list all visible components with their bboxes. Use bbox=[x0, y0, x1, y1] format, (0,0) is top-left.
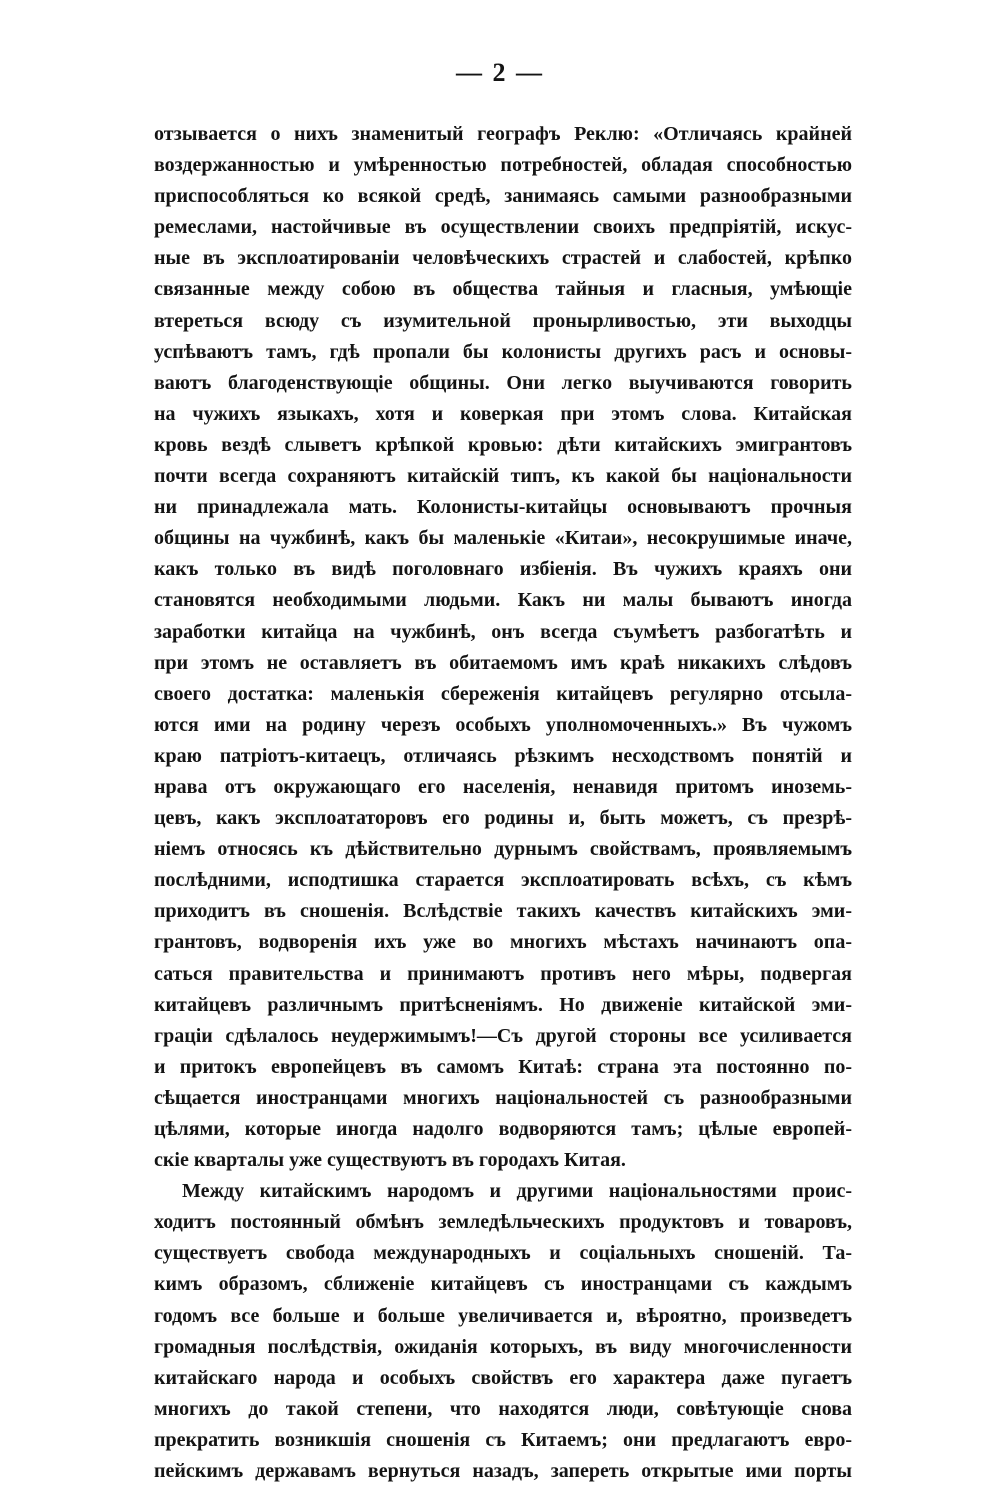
text-line: граціи сдѣлалось неудержимымъ!—Съ другой стороны все усиливается bbox=[154, 1024, 852, 1047]
text-line: кимъ образомъ, сближеніе китайцевъ съ иностранцами съ каждымъ bbox=[154, 1273, 852, 1296]
text-line: цевъ, какъ эксплоататоровъ его родины и, быть можетъ, съ презрѣ- bbox=[154, 807, 852, 830]
text-line: грантовъ, водворенія ихъ уже во многихъ мѣстахъ начинаютъ опа- bbox=[154, 931, 852, 954]
text-line: ются ими на родину черезъ особыхъ уполномоченныхъ.» Въ чужомъ bbox=[154, 713, 852, 736]
text-line: скіе кварталы уже существуютъ въ городахъ Китая. bbox=[154, 1149, 626, 1172]
text-line: годомъ все больше и больше увеличивается и, вѣроятно, произведетъ bbox=[154, 1304, 852, 1327]
text-line: саться правительства и принимаютъ противъ него мѣры, подвергая bbox=[154, 962, 852, 985]
text-line: Между китайскимъ народомъ и другими національностями проис- bbox=[182, 1180, 852, 1203]
text-line: ные въ эксплоатированіи человѣческихъ страстей и слабостей, крѣпко bbox=[154, 247, 852, 270]
text-line: ходитъ постоянный обмѣнъ земледѣльческихъ продуктовъ и товаровъ, bbox=[154, 1211, 852, 1234]
text-line: воздержанностью и умѣренностью потребностей, обладая способностью bbox=[154, 154, 852, 177]
text-line: громадныя послѣдствія, ожиданія которыхъ, въ виду многочисленности bbox=[154, 1335, 852, 1358]
text-line: заработки китайца на чужбинѣ, онъ всегда съумѣетъ разбогатѣть и bbox=[154, 620, 852, 643]
text-line: цѣлями, которые иногда надолго водворяются тамъ; цѣлые европей- bbox=[154, 1118, 852, 1140]
text-line: прекратить возникшія сношенія съ Китаемъ; они предлагаютъ евро- bbox=[154, 1428, 852, 1451]
text-line: своего достатка: маленькія сбереженія китайцевъ регулярно отсыла- bbox=[154, 682, 852, 705]
text-line: отзывается о нихъ знаменитый географъ Реклю: «Отличаясь крайней bbox=[154, 123, 852, 145]
text-line: общины на чужбинѣ, какъ бы маленькіе «Китаи», несокрушимые иначе, bbox=[154, 527, 852, 550]
text-line: и притокъ европейцевъ въ самомъ Китаѣ: страна эта постоянно по- bbox=[154, 1055, 852, 1078]
text-line: сѣщается иностранцами многихъ національностей съ разнообразными bbox=[154, 1086, 852, 1109]
text-line: многихъ до такой степени, что находятся люди, совѣтующіе снова bbox=[154, 1397, 852, 1420]
text-line: краю патріотъ-китаецъ, отличаясь рѣзкимъ несходствомъ понятій и bbox=[154, 744, 852, 767]
text-line: успѣваютъ тамъ, гдѣ пропали бы колонисты другихъ расъ и основы- bbox=[154, 340, 852, 363]
text-line: послѣдними, исподтишка старается эксплоатировать всѣхъ, съ кѣмъ bbox=[154, 869, 852, 892]
text-line: китайцевъ различнымъ притѣсненіямъ. Но движеніе китайской эми- bbox=[154, 993, 852, 1016]
text-line: ремеслами, настойчивые въ осуществлении своихъ предпріятій, искус- bbox=[154, 216, 852, 239]
paragraph-1 bbox=[154, 119, 852, 1176]
text-line: нрава отъ окружающаго его населенія, ненавидя притомъ иноземь- bbox=[154, 775, 852, 798]
body-text bbox=[154, 119, 852, 1487]
text-line: приспособляться ко всякой средѣ, занимаясь самыми разнообразными bbox=[154, 185, 852, 208]
text-line: пейскимъ державамъ вернуться назадъ, запереть открытые ими порты bbox=[154, 1460, 852, 1483]
text-line: почти всегда сохраняютъ китайскій типъ, къ какой бы національности bbox=[154, 465, 852, 488]
text-line: существуетъ свобода международныхъ и соціальныхъ сношеній. Та- bbox=[154, 1242, 852, 1265]
page-number: — 2 — bbox=[456, 58, 544, 87]
text-line: ніемъ относясь къ дѣйствительно дурнымъ свойствамъ, проявляемымъ bbox=[154, 838, 852, 861]
paragraph-2 bbox=[154, 1176, 852, 1487]
text-line: приходитъ въ сношенія. Вслѣдствіе такихъ качествъ китайскихъ эми- bbox=[154, 900, 852, 923]
text-line: становятся необходимыми людьми. Какъ ни малы бываютъ иногда bbox=[154, 589, 852, 612]
text-line: китайскаго народа и особыхъ свойствъ его характера даже пугаетъ bbox=[154, 1366, 852, 1389]
text-line: при этомъ не оставляетъ въ обитаемомъ имъ краѣ никакихъ слѣдовъ bbox=[154, 651, 852, 674]
text-line: втереться всюду съ изумительной пронырливостью, эти выходцы bbox=[154, 309, 852, 332]
text-line: связанные между собою въ общества тайныя и гласныя, умѣющіе bbox=[154, 278, 852, 301]
text-line: какъ только въ видѣ поголовнаго избіенія. Въ чужихъ краяхъ они bbox=[154, 558, 852, 581]
text-line: ни принадлежала мать. Колонисты-китайцы основываютъ прочныя bbox=[154, 496, 852, 519]
text-line: кровь вездѣ слыветъ крѣпкой кровью: дѣти китайскихъ эмигрантовъ bbox=[154, 433, 852, 456]
text-line: ваютъ благоденствующіе общины. Они легко выучиваются говорить bbox=[154, 371, 852, 394]
text-line: на чужихъ языкахъ, хотя и коверкая при этомъ слова. Китайская bbox=[154, 402, 852, 425]
